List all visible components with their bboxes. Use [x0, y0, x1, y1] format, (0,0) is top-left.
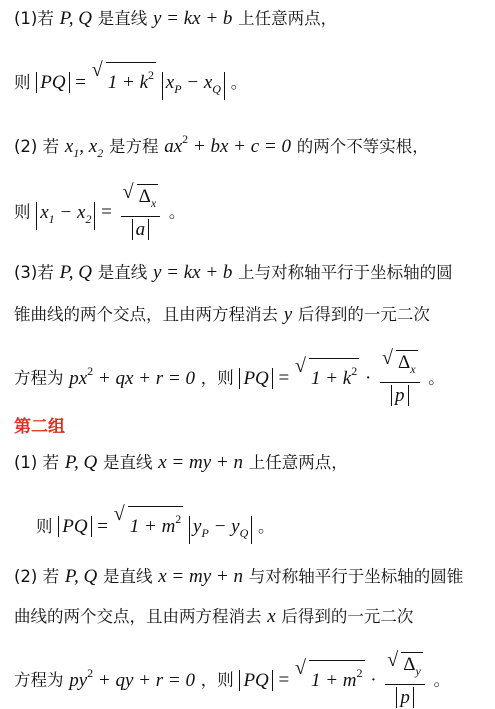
text: 与对称轴平行于坐标轴的圆锥	[248, 567, 464, 586]
var: x	[267, 606, 276, 627]
text: 则	[14, 73, 31, 92]
text: 。	[428, 368, 445, 388]
math-line-equation: x = my + n	[158, 452, 243, 473]
text: 是方程	[108, 137, 159, 156]
text: (3)若	[14, 263, 54, 282]
var: x	[64, 136, 74, 157]
subscript: y	[415, 664, 421, 678]
var: y	[283, 304, 293, 325]
var: − x	[181, 72, 213, 93]
fraction: √ $\Delta_x$ p	[380, 350, 420, 407]
text: ，则	[200, 368, 234, 388]
text: 后得到的一元二次	[281, 607, 414, 626]
text: 是直线	[97, 263, 148, 282]
delta: Δ	[138, 186, 151, 207]
abs-pq	[36, 72, 69, 93]
denominator: a	[135, 219, 146, 240]
equals-sign: =	[75, 72, 87, 93]
text: 方程为	[14, 670, 64, 690]
text: ，则	[200, 670, 234, 690]
pq-label: PQ	[40, 72, 66, 93]
g1-item3-line1	[14, 262, 453, 284]
g1-item2-formula: 则 $x_1 - x_2$ = √ $\Delta_x$ a 。	[14, 181, 186, 240]
subscript: P	[174, 82, 182, 96]
text: 上与对称轴平行于坐标轴的圆	[238, 263, 453, 282]
pq-label: PQ	[243, 669, 269, 691]
math-line-equation: x = my + n	[158, 566, 243, 587]
abs-root-diff: $x_1 - x_2$	[36, 202, 95, 230]
subscript: Q	[212, 82, 221, 96]
text: 方程为	[14, 368, 64, 388]
delta: Δ	[398, 352, 411, 373]
pq-label: PQ	[62, 516, 88, 537]
subscript: P	[201, 526, 209, 540]
text: 上任意两点，	[248, 453, 348, 472]
radicand: 1 + m	[310, 669, 357, 691]
math-points: P, Q	[64, 452, 98, 473]
var: − y	[208, 516, 240, 537]
fraction: √ $\Delta_x$ a	[121, 184, 161, 241]
text: 是直线	[102, 453, 153, 472]
var: x	[77, 201, 86, 223]
text: (1) 若	[14, 453, 60, 472]
g2-item2-line3: 方程为 $py^2$ + qy + r = 0 ，则 PQ = √ $1 + m^2$ · √ $\Delta_y$ p 。	[14, 649, 451, 708]
delta: Δ	[403, 654, 416, 675]
math-equation: px	[69, 367, 88, 389]
text: (2) 若	[14, 567, 60, 586]
text: 。	[230, 73, 248, 92]
subscript: x	[410, 362, 416, 376]
text: 。	[257, 517, 275, 536]
text: 。	[433, 670, 451, 690]
abs-diff	[162, 72, 225, 100]
math-equation-rest: + qy + r = 0	[93, 669, 195, 691]
math-points: P, Q	[59, 8, 92, 29]
text: 则	[36, 517, 53, 536]
denominator: p	[395, 385, 405, 406]
subscript: x	[150, 196, 157, 210]
g2-item1-statement	[14, 452, 348, 474]
text: (1)若	[14, 9, 54, 28]
g1-item1-formula	[14, 59, 248, 100]
fraction: √ $\Delta_y$ p	[385, 652, 425, 709]
var: x	[88, 136, 98, 157]
math-points: P, Q	[59, 262, 92, 283]
math-equation: py	[69, 669, 88, 691]
text: (2) 若	[14, 137, 60, 156]
text: 上任意两点，	[238, 9, 338, 28]
g1-item3-line2	[14, 304, 430, 326]
text: 是直线	[97, 9, 148, 28]
g2-item1-formula: 则 PQ = √ $1 + m^2$ $y_P - y_Q$ 。	[36, 506, 274, 544]
math-equation-rest: + qx + r = 0	[93, 367, 195, 389]
math-line-equation: y = kx + b	[152, 8, 233, 29]
g1-item2-statement: (2) 若 $x_1$, $x_2$ 是方程 $ax^2$ + bx + c = 0 的两个不等实根，	[14, 132, 429, 160]
sqrt-term	[91, 59, 156, 94]
var: y	[193, 516, 202, 537]
text: 曲线的两个交点，且由两方程消去	[14, 607, 262, 626]
g2-item2-line2	[14, 606, 413, 628]
text: 。	[168, 202, 186, 222]
radicand: 1 + k	[107, 72, 149, 93]
radicand: 1 + k	[310, 367, 352, 389]
exponent: 2	[148, 68, 155, 82]
text: 锥曲线的两个交点，且由两方程消去	[14, 305, 278, 324]
group2-heading: 第二组	[14, 417, 65, 437]
text: 的两个不等实根，	[296, 137, 429, 156]
g1-item3-line3: 方程为 $px^2$ + qx + r = 0 ，则 PQ = √ $1 + k^2$ · √ $\Delta_x$ p 。	[14, 347, 445, 406]
math-equation-rest: + bx + c = 0	[188, 136, 291, 157]
math-line-equation: y = kx + b	[152, 262, 233, 283]
text: 后得到的一元二次	[297, 305, 430, 324]
pq-label: PQ	[243, 367, 269, 389]
g1-item1-statement	[14, 8, 337, 30]
var: x	[165, 72, 175, 93]
g2-item2-line1	[14, 566, 463, 588]
radical-sign: √	[91, 59, 103, 81]
denominator: p	[400, 687, 410, 708]
math-equation: ax	[164, 136, 183, 157]
math-points: P, Q	[64, 566, 98, 587]
subscript: Q	[239, 526, 249, 540]
text: 则	[14, 202, 31, 222]
text: 是直线	[102, 567, 153, 586]
var: x	[40, 201, 49, 223]
radicand: 1 + m	[129, 516, 176, 537]
